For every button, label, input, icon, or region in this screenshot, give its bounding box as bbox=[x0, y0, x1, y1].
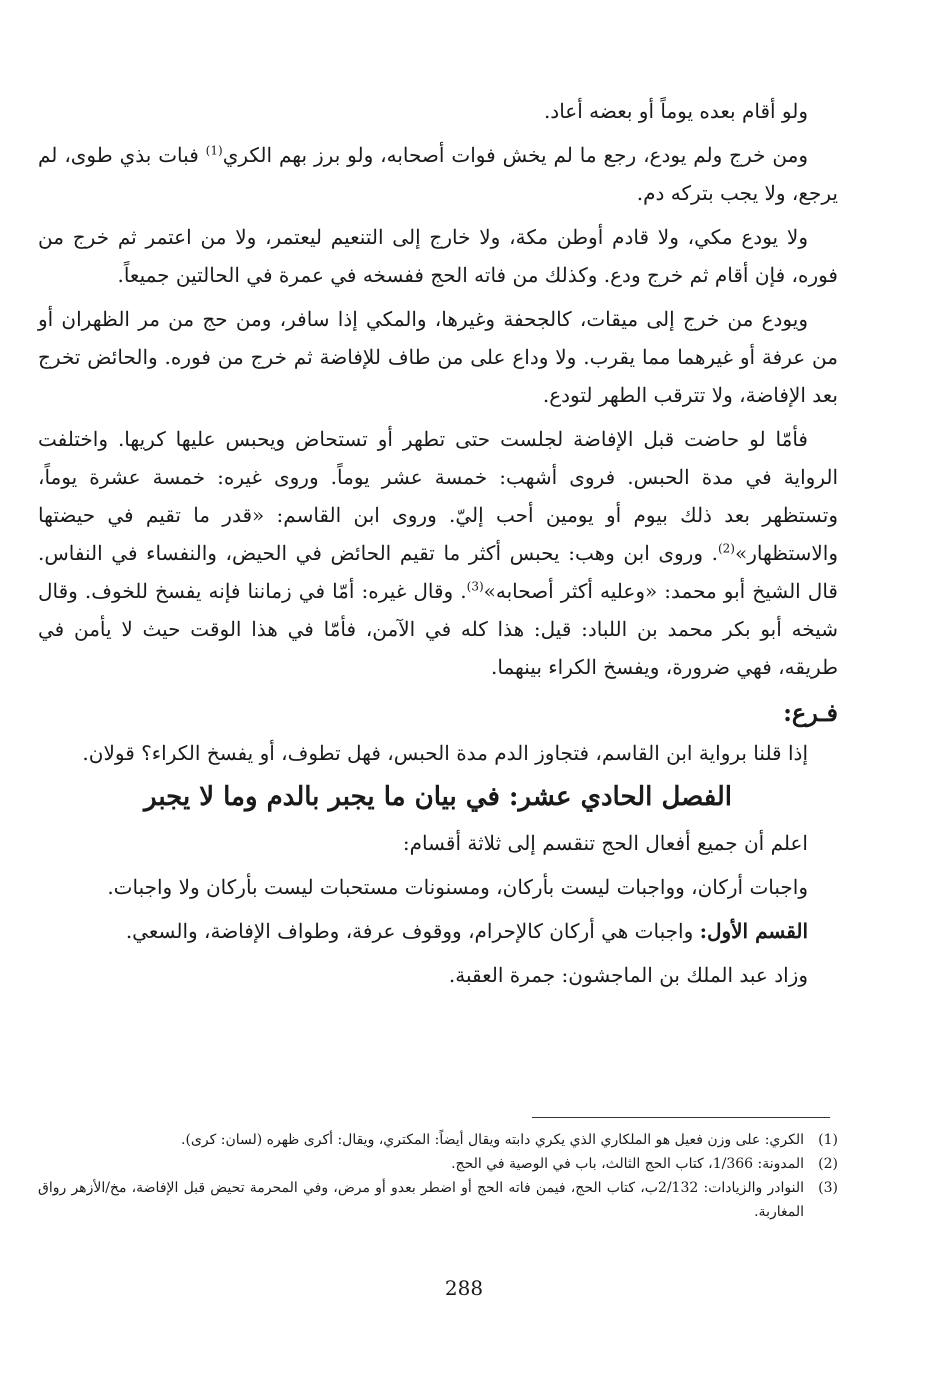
page-number: 288 bbox=[444, 1276, 484, 1300]
chapter-paragraph-2: واجبات أركان، وواجبات ليست بأركان، ومسنونات مستحبات ليست بأركان ولا واجبات. bbox=[107, 875, 808, 899]
chapter-paragraph-4: وزاد عبد الملك بن الماجشون: جمرة العقبة. bbox=[448, 963, 808, 987]
paragraph-5-text-b: . وروى ابن وهب: يحبس أكثر ما تقيم الحائض في الحيض، والنفساء في النفاس. قال الشيخ أبو محمد: «وعليه أكثر أصحابه» bbox=[38, 541, 838, 603]
footnote-3 bbox=[38, 1176, 838, 1224]
footnote-number: (2) bbox=[818, 1156, 838, 1172]
chapter-paragraph-3 bbox=[38, 912, 838, 950]
paragraph-4 bbox=[38, 300, 838, 414]
footnote-ref-2[interactable]: (2) bbox=[717, 541, 735, 556]
paragraph-2 bbox=[38, 136, 838, 212]
paragraph-2-text-b: فبات بذي طوى، لم يرجع، ولا يجب بتركه دم. bbox=[38, 143, 838, 205]
footnote-ref-1[interactable]: (1) bbox=[205, 143, 223, 158]
footnote-number: (3) bbox=[818, 1180, 838, 1196]
section-one-label: القسم الأول: bbox=[699, 919, 808, 943]
branch-heading: فـرع: bbox=[783, 698, 838, 727]
section-one-text: واجبات هي أركان كالإحرام، ووقوف عرفة، وطواف الإفاضة، والسعي. bbox=[125, 919, 700, 943]
main-text bbox=[38, 92, 838, 1000]
paragraph-3-text: ولا يودع مكي، ولا قادم أوطن مكة، ولا خارج إلى التنعيم ليعتمر، ولا من اعتمر ثم خرج من فوره، فإن أقام ثم خرج ودع. وكذلك من فاته الحج ففسخه في عمرة في الحالتين جميعاً. bbox=[38, 225, 838, 287]
footnote-text: الكري: على وزن فعيل هو الملكاري الذي يكري دابته ويقال أيضاً: المكتري، ويقال: أكرى ظهره (لسان: كرى). bbox=[181, 1132, 804, 1148]
paragraph-4-text: ويودع من خرج إلى ميقات، كالجحفة وغيرها، والمكي إذا سافر، ومن حج من مر الظهران أو من عرفة أو غيرهما مما يقرب. ولا وداع على من طاف للإفاضة ثم خرج من فوره. والحائض تخرج بعد الإفاضة، ولا تترقب الطهر لتودع. bbox=[38, 307, 838, 407]
footnote-separator bbox=[532, 1117, 830, 1118]
footnote-number: (1) bbox=[818, 1132, 838, 1148]
footnote-ref-3[interactable]: (3) bbox=[466, 579, 484, 594]
branch-text: إذا قلنا برواية ابن القاسم، فتجاوز الدم مدة الحبس، فهل تطوف، أو يفسخ الكراء؟ قولان. bbox=[82, 741, 808, 765]
footnote-text: المدونة: 1/366، كتاب الحج الثالث، باب في الوصية في الحج. bbox=[451, 1156, 804, 1172]
paragraph-5-text-c: . وقال غيره: أمّا في زماننا فإنه يفسخ للخوف. وقال شيخه أبو بكر محمد بن اللباد: قيل: هذا كله في الآمن، فأمّا في هذا الوقت حيث لا يأمن في طريقه، فهي ضرورة، ويفسخ الكراء بينهما. bbox=[38, 579, 838, 679]
footnotes bbox=[38, 1128, 838, 1224]
chapter-title: الفصل الحادي عشر: في بيان ما يجبر بالدم وما لا يجبر bbox=[143, 782, 732, 812]
paragraph-1-text: ولو أقام بعده يوماً أو بعضه أعاد. bbox=[543, 99, 808, 123]
paragraph-5 bbox=[38, 420, 838, 686]
paragraph-2-text-a: ومن خرج ولم يودع، رجع ما لم يخش فوات أصحابه، ولو برز بهم الكري bbox=[222, 143, 808, 167]
paragraph-5-text-a: فأمّا لو حاضت قبل الإفاضة لجلست حتى تطهر أو تستحاض ويحبس عليها كريها. واختلفت الرواية في مدة الحبس. فروى أشهب: خمسة عشر يوماً. وروى غيره: خمسة عشرة يوماً، وتستظهر بعد ذلك بيوم أو يومين أحب إليّ. وروى ابن القاسم: «قدر ما تقيم في حيضتها والاستظهار» bbox=[38, 427, 839, 565]
chapter-paragraph-1: اعلم أن جميع أفعال الحج تنقسم إلى ثلاثة أقسام: bbox=[402, 831, 808, 855]
footnote-1 bbox=[38, 1128, 838, 1152]
footnote-2 bbox=[38, 1152, 838, 1176]
paragraph-3 bbox=[38, 218, 838, 294]
paragraph-1 bbox=[38, 92, 838, 130]
footnote-text: النوادر والزيادات: 2/132ب، كتاب الحج، فيمن فاته الحج أو اضطر بعدو أو مرض، وفي المحرمة تحيض قبل الإفاضة، مخ/الأزهر رواق المغاربة. bbox=[38, 1180, 804, 1220]
